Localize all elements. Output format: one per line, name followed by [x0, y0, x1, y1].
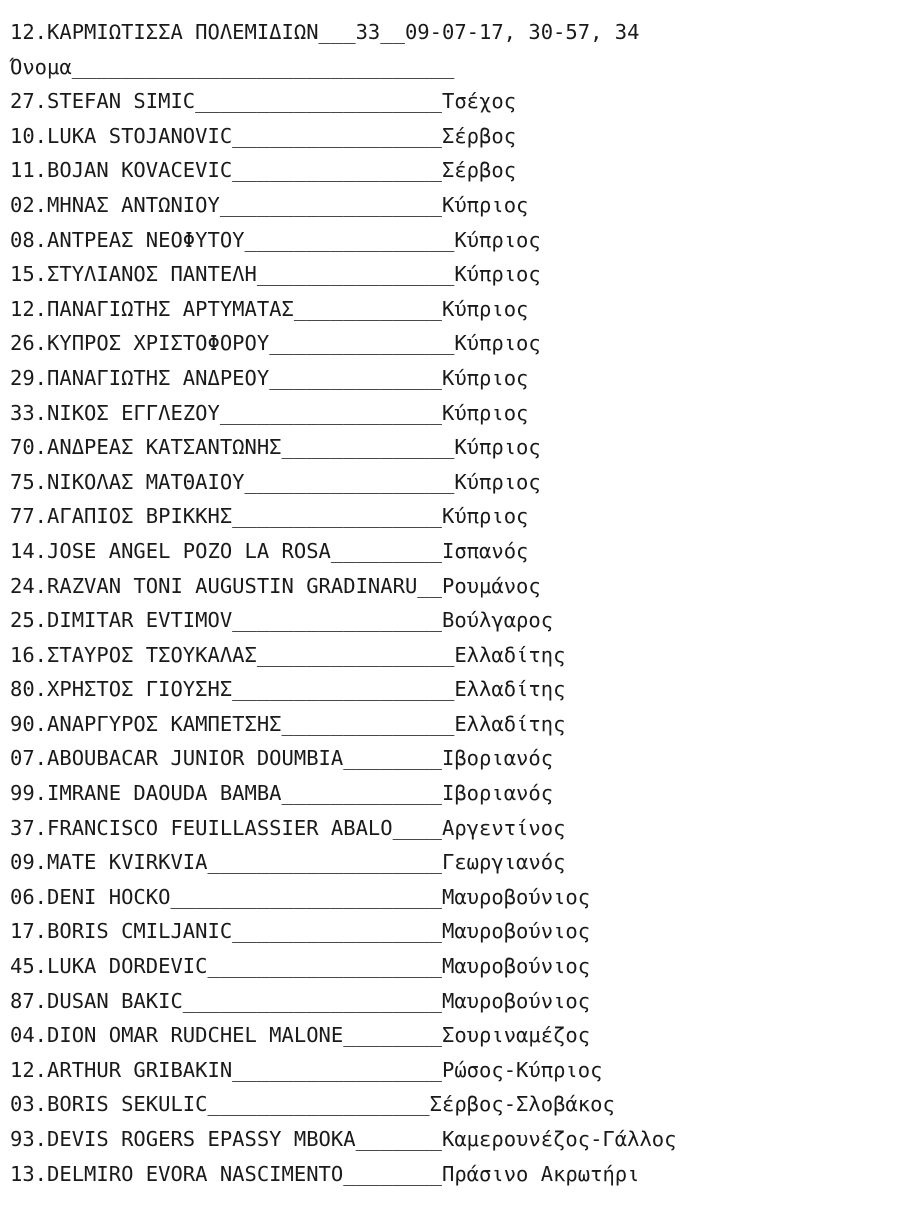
name-column-header: Όνομα_______________________________: [10, 54, 455, 79]
player-name: 45.LUKA DORDEVIC: [10, 954, 208, 979]
player-name: 11.BOJAN KOVACEVIC: [10, 158, 233, 183]
underline-filler: _______________: [269, 331, 455, 356]
player-nationality: Κύπριος: [442, 400, 529, 425]
player-row: [10, 153, 900, 188]
player-row: [10, 1018, 900, 1053]
player-name: 14.JOSE ANGEL POZO LA ROSA: [10, 538, 331, 563]
player-roster-list: [10, 84, 900, 1191]
player-row: [10, 914, 900, 949]
player-nationality: Γεωργιανός: [441, 850, 566, 875]
player-nationality: Ρουμάνος: [441, 573, 541, 598]
player-nationality: Σέρβος-Σλοβάκος: [429, 1092, 615, 1117]
player-nationality: Ελλαδίτης: [454, 711, 566, 736]
player-row: [10, 569, 900, 604]
underline-filler: _________________: [232, 504, 442, 529]
player-row: [10, 1157, 900, 1192]
player-name: 37.FRANCISCO FEUILLASSIER ABALO: [10, 815, 393, 840]
underline-filler: ________________: [256, 642, 455, 667]
player-row: [10, 603, 900, 638]
player-name: 24.RAZVAN TONI AUGUSTIN GRADINARU: [10, 573, 418, 598]
player-name: 93.DEVIS ROGERS EPASSY MBOKA: [10, 1127, 356, 1151]
player-nationality: Σουριναμέζος: [442, 1023, 591, 1048]
player-row: [10, 465, 900, 500]
underline-filler: _________________: [232, 608, 442, 633]
player-row: [10, 845, 900, 880]
player-name: 08.ΑΝΤΡΕΑΣ ΝΕΟΦΥΤΟΥ: [10, 227, 245, 252]
underline-filler: _________________: [232, 158, 442, 183]
player-row: [10, 880, 900, 915]
player-nationality: Μαυροβούνιος: [441, 884, 591, 909]
player-name: 07.ABOUBACAR JUNIOR DOUMBIA: [10, 746, 344, 771]
player-nationality: Κύπριος: [441, 365, 529, 390]
underline-filler: _________________: [244, 227, 455, 252]
player-nationality: Μαυροβούνιος: [442, 919, 591, 944]
player-name: 12.ARTHUR GRIBAKIN: [10, 1057, 233, 1082]
player-name: 29.ΠΑΝΑΓΙΩΤΗΣ ΑΝΔΡΕΟΥ: [10, 365, 270, 390]
player-nationality: Μαυροβούνιος: [441, 954, 591, 979]
underline-filler: _________________: [232, 919, 442, 944]
player-row: [10, 361, 900, 396]
player-nationality: Κύπριος: [442, 192, 529, 217]
player-row: [10, 534, 900, 569]
player-row: [10, 257, 900, 292]
player-name: 80.ΧΡΗΣΤΟΣ ΓΙΟΥΣΗΣ: [10, 677, 233, 702]
team-header-line: 12.ΚΑΡΜΙΩΤΙΣΣΑ ΠΟΛΕΜΙΔΙΩΝ___33__09-07-17, 30-57, 34: [10, 20, 640, 44]
player-row: [10, 292, 900, 327]
player-row: [10, 984, 900, 1019]
player-nationality: Αργεντίνος: [441, 815, 566, 840]
player-nationality: Ιβοριανός: [441, 781, 554, 806]
player-name: 04.DION OMAR RUDCHEL MALONE: [10, 1023, 344, 1048]
player-row: [10, 499, 900, 534]
player-name: 16.ΣΤΑΥΡΟΣ ΤΣΟΥΚΑΛΑΣ: [10, 642, 257, 667]
underline-filler: ______________: [281, 711, 455, 736]
player-name: 10.LUKA STOJANOVIC: [10, 123, 233, 148]
player-nationality: Ισπανός: [442, 538, 529, 563]
underline-filler: ____________________: [195, 89, 442, 114]
player-name: 99.IMRANE DAOUDA BAMBA: [10, 781, 282, 806]
player-name: 02.ΜΗΝΑΣ ΑΝΤΩΝΙΟΥ: [10, 192, 220, 217]
player-row: [10, 430, 900, 465]
player-row: [10, 707, 900, 742]
player-nationality: Ελλαδίτης: [454, 642, 566, 667]
underline-filler: ______________: [281, 435, 455, 460]
player-row: [10, 84, 900, 119]
underline-filler: ________________: [256, 262, 455, 287]
player-name: 90.ΑΝΑΡΓΥΡΟΣ ΚΑΜΠΕΤΣΗΣ: [10, 711, 282, 736]
player-row: [10, 638, 900, 673]
player-nationality: Καμερουνέζος-Γάλλος: [441, 1127, 677, 1151]
player-name: 09.MATE KVIRKVIA: [10, 850, 208, 875]
underline-filler: __________________: [232, 677, 455, 702]
player-row: [10, 119, 900, 154]
underline-filler: ________: [343, 1161, 442, 1186]
underline-filler: _________________: [232, 123, 442, 148]
player-row: [10, 672, 900, 707]
player-row: [10, 188, 900, 223]
player-name: 25.DIMITAR EVTIMOV: [10, 608, 233, 633]
player-name: 75.ΝΙΚΟΛΑΣ ΜΑΤΘΑΙΟΥ: [10, 469, 245, 494]
player-name: 17.BORIS CMILJANIC: [10, 919, 233, 944]
player-name: 15.ΣΤΥΛΙΑΝΟΣ ΠΑΝΤΕΛΗ: [10, 262, 257, 287]
player-name: 33.ΝΙΚΟΣ ΕΓΓΛΕΖΟΥ: [10, 400, 220, 425]
player-nationality: Κύπριος: [454, 331, 541, 356]
underline-filler: ______________: [269, 365, 442, 390]
player-name: 87.DUSAN BAKIC: [10, 988, 183, 1013]
player-row: [10, 741, 900, 776]
player-row: [10, 811, 900, 846]
underline-filler: __________________: [219, 400, 442, 425]
player-nationality: Πράσινο Ακρωτήρι: [442, 1161, 640, 1186]
player-name: 06.DENI HOCKO: [10, 884, 171, 909]
player-name: 26.ΚΥΠΡΟΣ ΧΡΙΣΤΟΦΟΡΟΥ: [10, 331, 270, 356]
underline-filler: ______________________: [170, 884, 442, 909]
player-name: 77.ΑΓΑΠΙΟΣ ΒΡΙΚΚΗΣ: [10, 504, 233, 529]
player-row: [10, 1087, 900, 1122]
player-row: [10, 223, 900, 258]
player-name: 27.STEFAN SIMIC: [10, 89, 196, 114]
underline-filler: ___________________: [207, 850, 442, 875]
underline-filler: ____: [392, 815, 442, 840]
player-row: [10, 776, 900, 811]
underline-filler: ___________________: [207, 954, 442, 979]
player-nationality: Κύπριος: [454, 469, 541, 494]
player-nationality: Κύπριος: [442, 504, 529, 529]
player-nationality: Ελλαδίτης: [454, 677, 566, 702]
player-name: 03.BORIS SEKULIC: [10, 1092, 208, 1117]
underline-filler: __________________: [207, 1092, 430, 1117]
underline-filler: ________: [343, 1023, 442, 1048]
underline-filler: ____________: [293, 296, 442, 321]
player-name: 70.ΑΝΔΡΕΑΣ ΚΑΤΣΑΝΤΩΝΗΣ: [10, 435, 282, 460]
underline-filler: ________: [343, 746, 442, 771]
player-row: [10, 396, 900, 431]
player-nationality: Βούλγαρος: [442, 608, 554, 633]
player-nationality: Κύπριος: [454, 227, 541, 252]
player-row: [10, 949, 900, 984]
player-nationality: Κύπριος: [441, 296, 529, 321]
player-nationality: Ρώσος-Κύπριος: [442, 1057, 603, 1082]
player-row: [10, 1053, 900, 1088]
underline-filler: _________________: [232, 1057, 442, 1082]
underline-filler: _________: [330, 538, 442, 563]
underline-filler: __________________: [219, 192, 442, 217]
player-name: 13.DELMIRO EVORA NASCIMENTO: [10, 1161, 344, 1186]
player-nationality: Τσέχος: [441, 89, 517, 114]
player-nationality: Μαυροβούνιος: [441, 988, 591, 1013]
player-nationality: Σέρβος: [442, 123, 517, 148]
player-nationality: Κύπριος: [454, 262, 541, 287]
player-nationality: Ιβοριανός: [442, 746, 554, 771]
underline-filler: __: [417, 573, 442, 598]
player-nationality: Κύπριος: [454, 435, 541, 460]
player-row: [10, 326, 900, 361]
player-row: [10, 1122, 900, 1157]
underline-filler: _______: [355, 1127, 442, 1151]
player-name: 12.ΠΑΝΑΓΙΩΤΗΣ ΑΡΤΥΜΑΤΑΣ: [10, 296, 294, 321]
player-nationality: Σέρβος: [442, 158, 517, 183]
underline-filler: _________________: [244, 469, 455, 494]
underline-filler: _____________________: [182, 988, 442, 1013]
underline-filler: _____________: [281, 781, 442, 806]
